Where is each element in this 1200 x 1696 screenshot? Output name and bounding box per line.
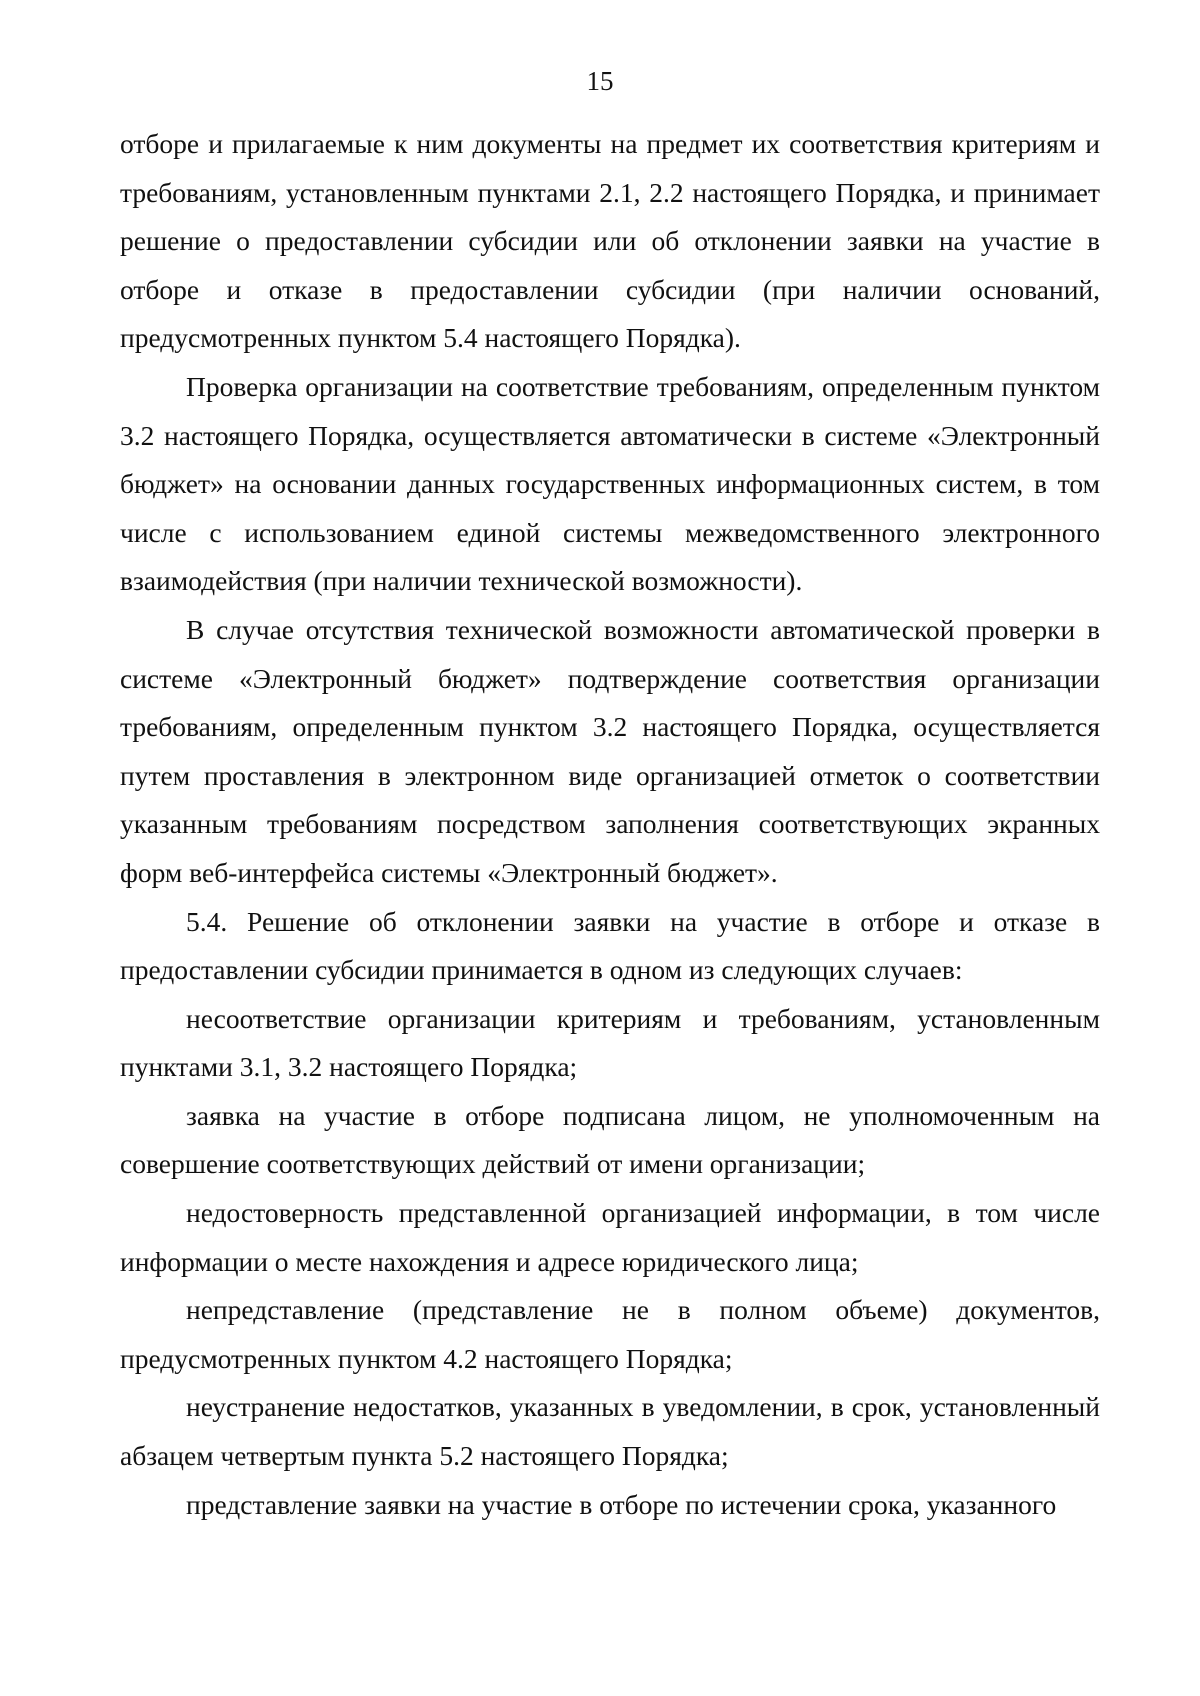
list-item-noncompliance: несоответствие организации критериям и требованиям, установленным пунктами 3.1, 3.2 настоящего Порядка; <box>120 1002 1100 1083</box>
list-item-missing-documents: непредставление (представление не в полном объеме) документов, предусмотренных пунктом 4.2 настоящего Порядка; <box>120 1294 1100 1374</box>
list-item-late-submission: представление заявки на участие в отборе по истечении срока, указанного <box>186 1488 1057 1520</box>
list-item-unauthorized-signature: заявка на участие в отборе подписана лицом, не уполномоченным на совершение соответствующих действий от имени организации; <box>120 1099 1100 1180</box>
paragraph-automatic-check: Проверка организации на соответствие требованиям, определенным пунктом 3.2 настоящего Порядка, осуществляется автоматически в системе «Электронный бюджет» на основании данных государственных информационных систем, в том числе с использованием единой системы межведомственного электронного взаимодействия (при наличии технической возможности). <box>120 370 1100 597</box>
paragraph-manual-confirmation: В случае отсутствия технической возможности автоматической проверки в системе «Электронный бюджет» подтверждение соответствия организации требованиям, определенным пунктом 3.2 настоящего Порядка, осуществляется путем проставления в электронном виде организацией отметок о соответствии указанным требованиям посредством заполнения соответствующих экранных форм веб-интерфейса системы «Электронный бюджет». <box>120 613 1100 888</box>
list-item-false-information: недостоверность представленной организацией информации, в том числе информации о месте нахождения и адресе юридического лица; <box>120 1197 1100 1277</box>
paragraph-continuation: отборе и прилагаемые к ним документы на предмет их соответствия критериям и требованиям, установленным пунктами 2.1, 2.2 настоящего Порядка, и принимает решение о предоставлении субсидии или об отклонении заявки на участие в отборе и отказе в предоставлении субсидии (при наличии оснований, предусмотренных пунктом 5.4 настоящего Порядка). <box>120 128 1100 354</box>
paragraph-clause-5-4: 5.4. Решение об отклонении заявки на участие в отборе и отказе в предоставлении субсидии принимается в одном из следующих случаев: <box>120 905 1100 986</box>
list-item-uncorrected-deficiencies: неустранение недостатков, указанных в уведомлении, в срок, установленный абзацем четвертым пункта 5.2 настоящего Порядка; <box>120 1391 1100 1472</box>
document-body <box>120 120 1100 1529</box>
page-number: 15 <box>586 66 614 96</box>
